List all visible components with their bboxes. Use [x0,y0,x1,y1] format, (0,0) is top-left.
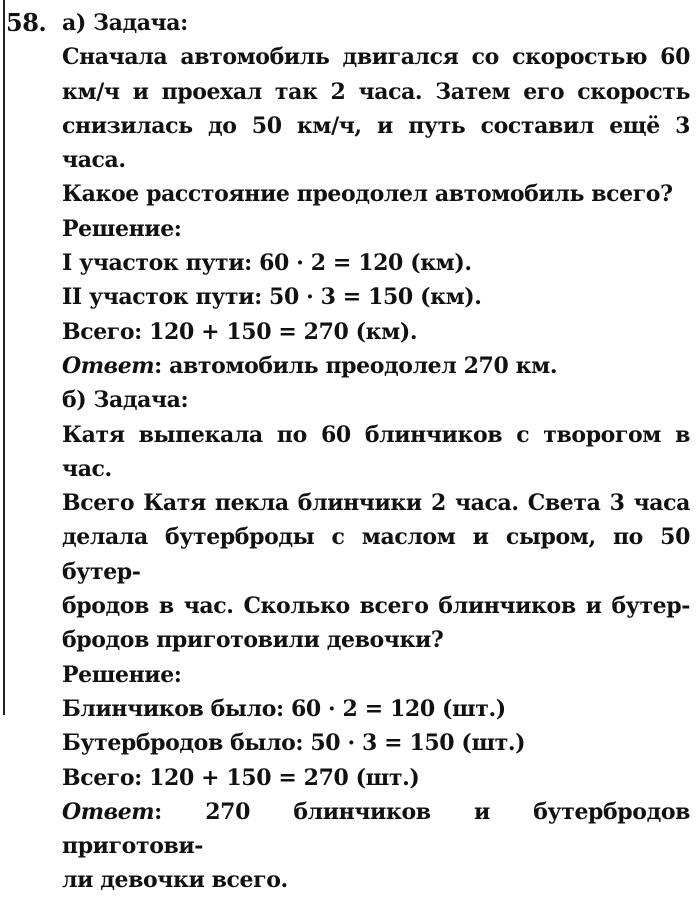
part-b-text-line: бродов в час. Сколько всего блинчиков и бутер- [62,593,690,620]
part-a-step: I участок пути: 60 · 2 = 120 (км). [62,250,472,277]
part-b-text-line: бродов приготовили девочки? [62,627,444,654]
part-b-step: Бутербродов было: 50 · 3 = 150 (шт.) [62,730,526,757]
part-a-step: II участок пути: 50 · 3 = 150 (км). [62,284,482,311]
problem-number: 58. [6,8,47,37]
part-b-answer-label: Ответ [62,798,155,825]
part-a-answer [62,349,690,383]
part-a-text-line: снизилась до 50 км/ч, и путь составил ещё 3 часа. [62,112,690,174]
part-b-text-line: делала бутерброды с маслом и сыром, по 50 бутер- [62,524,690,585]
part-b-text-line: Всего Катя пекла блинчики 2 часа. Света 3 часа [62,490,690,517]
part-a-text-line: км/ч и проехал так 2 часа. Затем его скорость [62,78,690,105]
part-a-answer-label: Ответ [62,352,155,379]
part-b-text-line: Катя выпекала по 60 блинчиков с творогом в час. [62,421,690,482]
part-b-step: Блинчиков было: 60 · 2 = 120 (шт.) [62,695,506,722]
problem-content [62,6,690,898]
left-margin-rule [3,0,5,715]
part-b-answer-continuation: ли девочки всего. [62,867,288,894]
part-b-answer-text: : 270 блинчиков и бутербродов приготови- [62,798,690,860]
part-a-solution-label: Решение: [62,215,182,242]
part-a-step: Всего: 120 + 150 = 270 (км). [62,318,418,345]
part-a-text-line: Какое расстояние преодолел автомобиль всего? [62,181,673,208]
part-b-label: б) Задача: [62,387,189,414]
part-a-answer-text: : автомобиль преодолел 270 км. [154,352,558,379]
part-a-text-line: Сначала автомобиль двигался со скоростью 60 [62,44,690,71]
part-b-step: Всего: 120 + 150 = 270 (шт.) [62,764,420,791]
part-b-solution-label: Решение: [62,661,182,688]
part-b-answer [62,795,690,864]
part-a-label: а) Задача: [62,10,188,36]
